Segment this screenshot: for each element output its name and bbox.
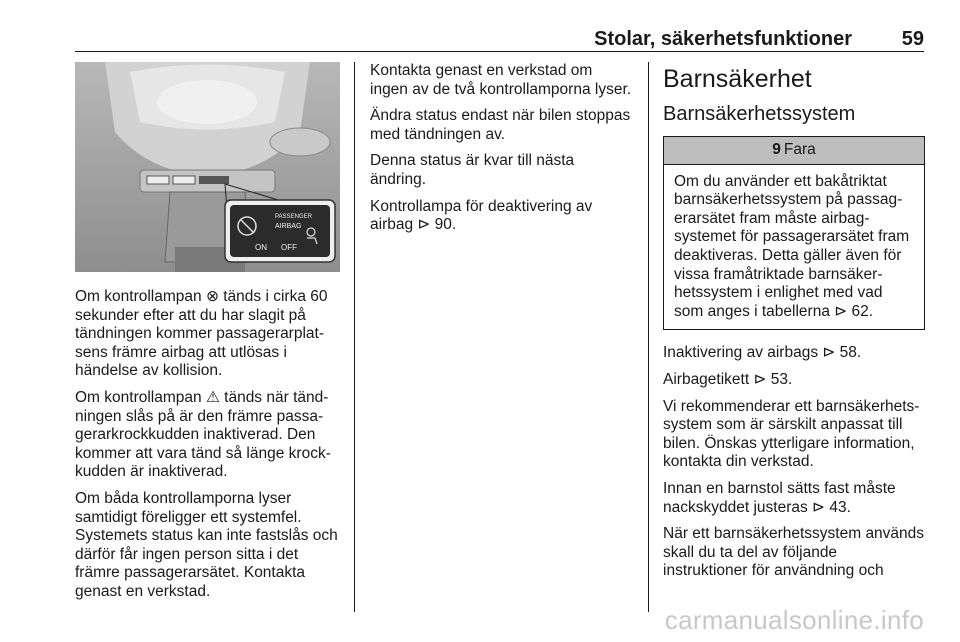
- danger-warning-header: [664, 137, 924, 165]
- danger-warning-body: Om du använder ett bakåtriktat barnsäkerhetssystem på passagerarsätet fram måste airbagsystemet för passagerarsätet fram deaktiveras. Detta gäller även för vissa framåtriktade barnsäkerhetssystem i enlighet med vad som anges i tabellerna ⊳ 62.: [674, 172, 910, 320]
- watermark: carmanualsonline.info: [664, 605, 924, 635]
- col3-paragraph-2: Airbagetikett ⊳ 53.: [663, 370, 793, 388]
- col2-paragraph-3: Denna status är kvar till nästa ändring.: [370, 152, 575, 188]
- indicator-label-airbag: AIRBAG: [275, 223, 302, 230]
- warning-title: Fara: [783, 141, 816, 158]
- page-header-title: Stolar, säkerhetsfunktioner: [594, 28, 852, 50]
- danger-warning-box: [663, 136, 925, 330]
- warning-triangle-icon: 9: [772, 141, 781, 158]
- page-number: 59: [901, 28, 924, 50]
- col1-paragraph-3: Om båda kontrollamporna lyser samtidigt föreligger ett systemfel. Systemets status kan inte fastslås och därför får ingen person sitta i det främre passagerarsätet. Kontakta genast en verkstad.: [75, 489, 338, 600]
- col2-paragraph-2: Ändra status endast när bilen stoppas med tändningen av.: [370, 107, 631, 143]
- indicator-label-passenger: PASSENGER: [275, 214, 312, 220]
- column-divider-1: [354, 62, 355, 612]
- column-3: [663, 62, 925, 589]
- column-2: [370, 62, 632, 243]
- col3-paragraph-3: Vi rekommenderar ett barnsäkerhetssystem som är särskilt anpassat till bilen. Önskas ytterligare information, kontakta din verkstad.: [663, 397, 920, 471]
- col3-paragraph-5: När ett barnsäkerhetssystem används skall du ta del av följande instruktioner för användning och: [663, 525, 925, 580]
- indicator-off-label: OFF: [281, 243, 297, 252]
- column-divider-2: [648, 62, 649, 612]
- airbag-indicator-figure: [75, 62, 340, 272]
- col3-paragraph-4: Innan en barnstol sätts fast måste nackskyddet justeras ⊳ 43.: [663, 479, 896, 516]
- indicator-on-label: ON: [255, 243, 267, 252]
- col3-paragraph-1: Inaktivering av airbags ⊳ 58.: [663, 344, 862, 362]
- col1-paragraph-2: Om kontrollampan ⚠ tänds när tändningen slås på är den främre passagerarkrockkudden inaktiverad. Den kommer att vara tänd så länge krockkudden är inaktiverad.: [75, 388, 331, 481]
- col1-paragraph-1: Om kontrollampan ⊗ tänds i cirka 60 sekunder efter att du har slagit på tändningen kommer passagerarplatsens främre airbag att utlösas i händelse av kollision.: [75, 288, 328, 380]
- section-heading: Barnsäkerhet: [663, 65, 812, 93]
- header-rule: [75, 51, 924, 52]
- col2-paragraph-4: Kontrollampa för deaktivering av airbag ⊳ 90.: [370, 197, 593, 234]
- subsection-heading: Barnsäkerhetssystem: [663, 103, 856, 125]
- col2-paragraph-1: Kontakta genast en verkstad om ingen av de två kontrollamporna lyser.: [370, 62, 632, 98]
- column-1: [75, 62, 340, 610]
